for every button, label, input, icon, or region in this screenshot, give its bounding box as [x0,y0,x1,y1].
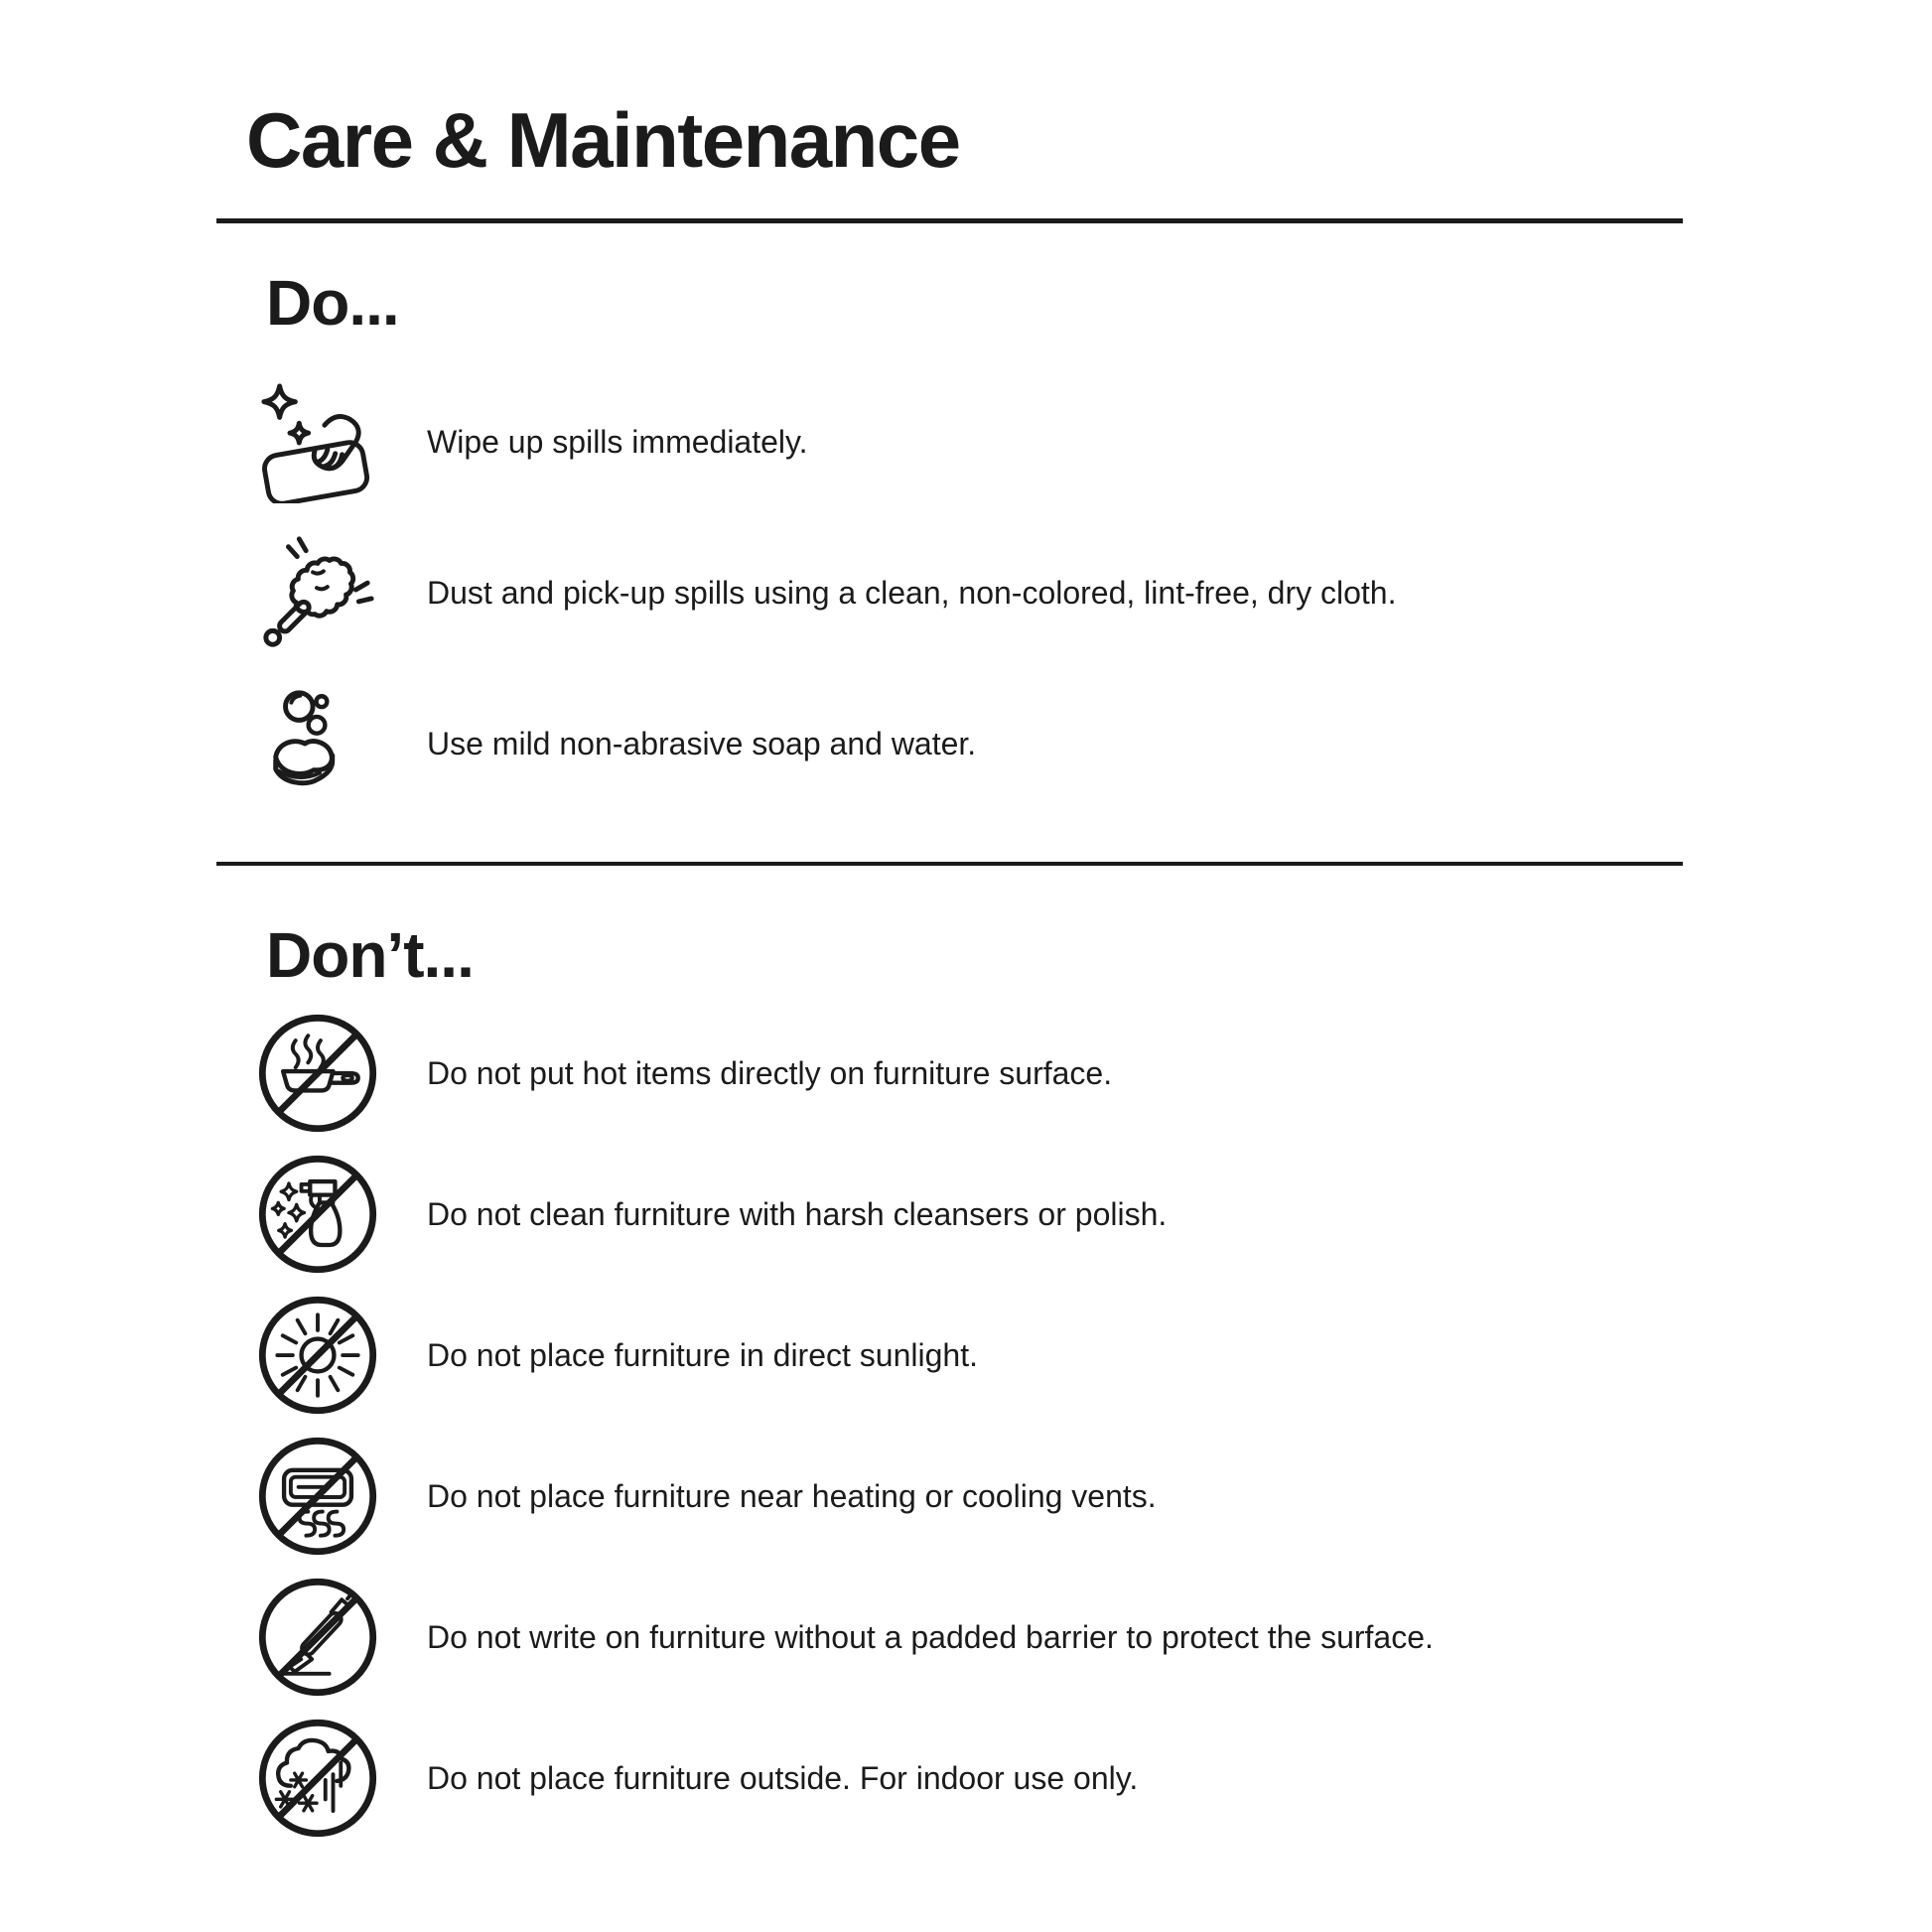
care-item-row [0,1003,1932,1144]
no-direct-sunlight-icon [254,1292,381,1419]
feather-duster-icon [254,529,381,656]
care-item-row [0,1708,1932,1849]
no-outdoor-use-icon [254,1715,381,1842]
soap-sponge-icon [254,680,381,807]
title-divider [216,218,1683,223]
section-do [0,267,1932,819]
no-harsh-cleaners-icon [254,1151,381,1278]
item-text: Use mild non-abrasive soap and water. [427,725,977,761]
section-divider [216,862,1683,866]
wipe-hand-icon [254,378,381,505]
item-text: Dust and pick-up spills using a clean, non-colored, lint-free, dry cloth. [427,574,1397,611]
care-item-row [0,1567,1932,1708]
item-text: Do not place furniture near heating or cooling vents. [427,1477,1157,1514]
item-text: Do not clean furniture with harsh cleansers or polish. [427,1195,1168,1232]
dont-heading: Don’t... [266,919,474,991]
item-text: Do not put hot items directly on furniture surface. [427,1054,1113,1091]
no-heating-vents-icon [254,1433,381,1560]
page-title: Care & Maintenance [246,96,960,184]
care-item-row [0,1426,1932,1567]
care-item-row [0,517,1932,668]
no-writing-icon [254,1574,381,1701]
item-text: Do not place furniture in direct sunlight. [427,1336,978,1373]
no-hot-items-icon [254,1010,381,1137]
do-heading: Do... [266,267,399,339]
care-item-row [0,366,1932,517]
dont-items [0,1003,1932,1849]
care-item-row [0,668,1932,819]
care-item-row [0,1285,1932,1426]
care-item-row [0,1144,1932,1285]
item-text: Wipe up spills immediately. [427,423,808,460]
item-text: Do not write on furniture without a padded barrier to protect the surface. [427,1618,1434,1655]
do-items [0,366,1932,819]
item-text: Do not place furniture outside. For indoor use only. [427,1759,1139,1796]
section-dont [0,919,1932,1849]
